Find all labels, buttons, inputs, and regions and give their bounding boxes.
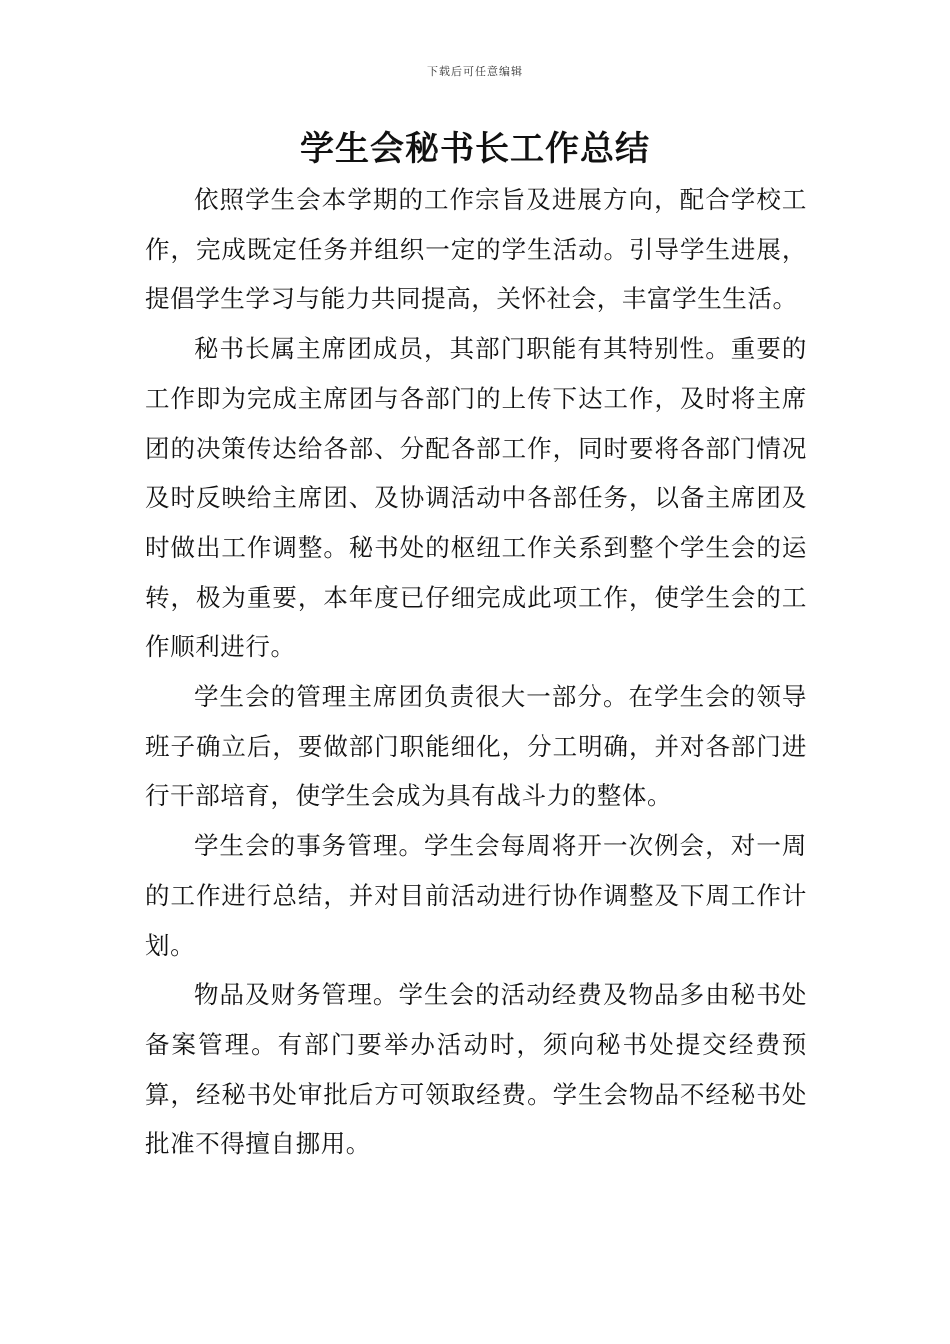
paragraph-4: 学生会的事务管理。学生会每周将开一次例会，对一周的工作进行总结，并对目前活动进行协作调整及下周工作计划。 bbox=[145, 831, 807, 960]
document-title: 学生会秘书长工作总结 bbox=[300, 129, 650, 169]
document-body bbox=[145, 175, 807, 1169]
paragraph-5: 物品及财务管理。学生会的活动经费及物品多由秘书处备案管理。有部门要举办活动时，须向秘书处提交经费预算，经秘书处审批后方可领取经费。学生会物品不经秘书处批准不得擅自挪用。 bbox=[145, 980, 807, 1159]
paragraph-2: 秘书长属主席团成员，其部门职能有其特别性。重要的工作即为完成主席团与各部门的上传下达工作，及时将主席团的决策传达给各部、分配各部工作，同时要将各部门情况及时反映给主席团、及协调活动中各部任务，以备主席团及时做出工作调整。秘书处的枢纽工作关系到整个学生会的运转，极为重要，本年度已仔细完成此项工作，使学生会的工作顺利进行。 bbox=[145, 334, 807, 662]
paragraph-1: 依照学生会本学期的工作宗旨及进展方向，配合学校工作，完成既定任务并组织一定的学生活动。引导学生进展，提倡学生学习与能力共同提高，关怀社会，丰富学生生活。 bbox=[145, 185, 807, 314]
download-note: 下载后可任意编辑 bbox=[427, 65, 523, 78]
paragraph-3: 学生会的管理主席团负责很大一部分。在学生会的领导班子确立后，要做部门职能细化，分工明确，并对各部门进行干部培育，使学生会成为具有战斗力的整体。 bbox=[145, 682, 807, 811]
